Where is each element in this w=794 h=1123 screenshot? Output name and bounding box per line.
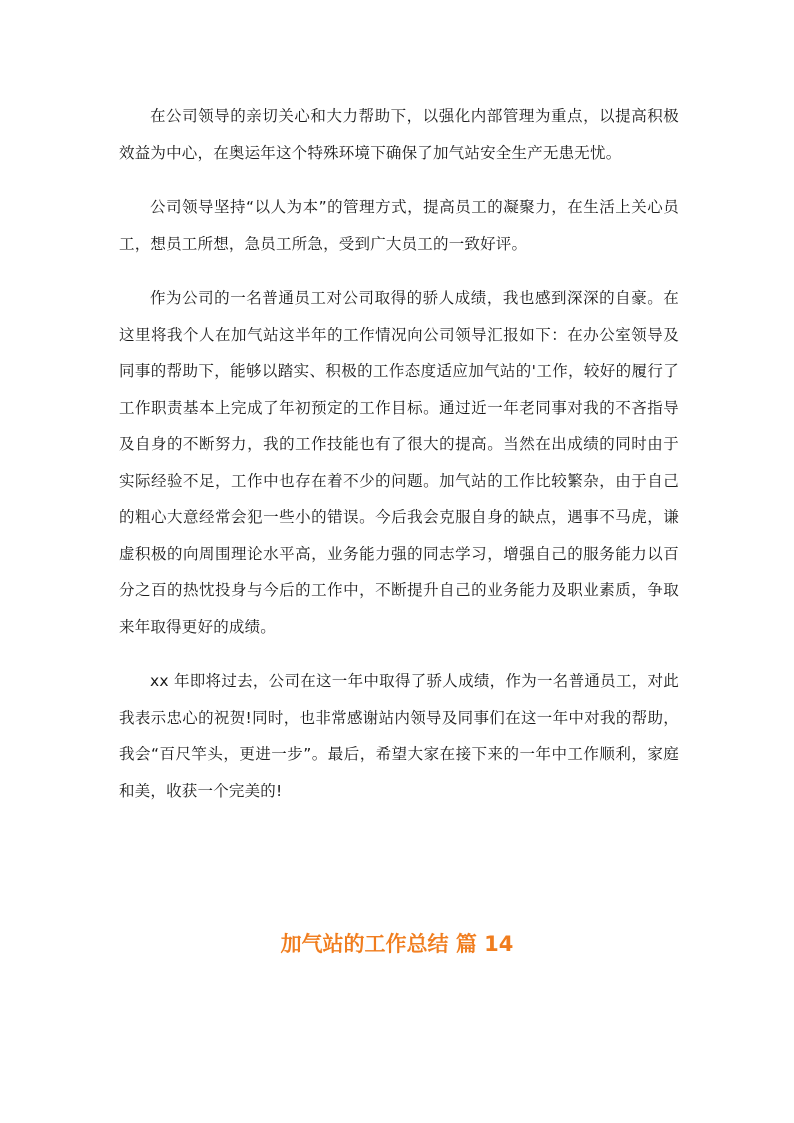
paragraph-4: xx 年即将过去，公司在这一年中取得了骄人成绩，作为一名普通员工，对此我表示忠心的祝贺!同时，也非常感谢站内领导及同事们在这一年中对我的帮助，我会“百尺竿头，更进一步”。最后，希望大家在接下来的一年中工作顺利，家庭和美，收获一个完美的!: [119, 672, 679, 800]
paragraph-1: 在公司领导的亲切关心和大力帮助下，以强化内部管理为重点，以提高积极效益为中心，在奥运年这个特殊环境下确保了加气站安全生产无患无忧。: [119, 107, 679, 162]
paragraph-2: 公司领导坚持“以人为本”的管理方式，提高员工的凝聚力，在生活上关心员工，想员工所想，急员工所急，受到广大员工的一致好评。: [119, 198, 679, 253]
document-body: [119, 98, 679, 827]
section-heading: 加气站的工作总结 篇 14: [280, 932, 514, 956]
paragraph-3: 作为公司的一名普通员工对公司取得的骄人成绩，我也感到深深的自豪。在这里将我个人在加气站这半年的工作情况向公司领导汇报如下：在办公室领导及同事的帮助下，能够以踏实、积极的工作态度适应加气站的'工作，较好的履行了工作职责基本上完成了年初预定的工作目标。通过近一年老同事对我的不吝指导及自身的不断努力，我的工作技能也有了很大的提高。当然在出成绩的同时由于实际经验不足，工作中也存在着不少的问题。加气站的工作比较繁杂，由于自己的粗心大意经常会犯一些小的错误。今后我会克服自身的缺点，遇事不马虎，谦虚积极的向周围理论水平高，业务能力强的同志学习，增强自己的服务能力以百分之百的热忱投身与今后的工作中，不断提升自己的业务能力及职业素质，争取来年取得更好的成绩。: [119, 289, 679, 636]
